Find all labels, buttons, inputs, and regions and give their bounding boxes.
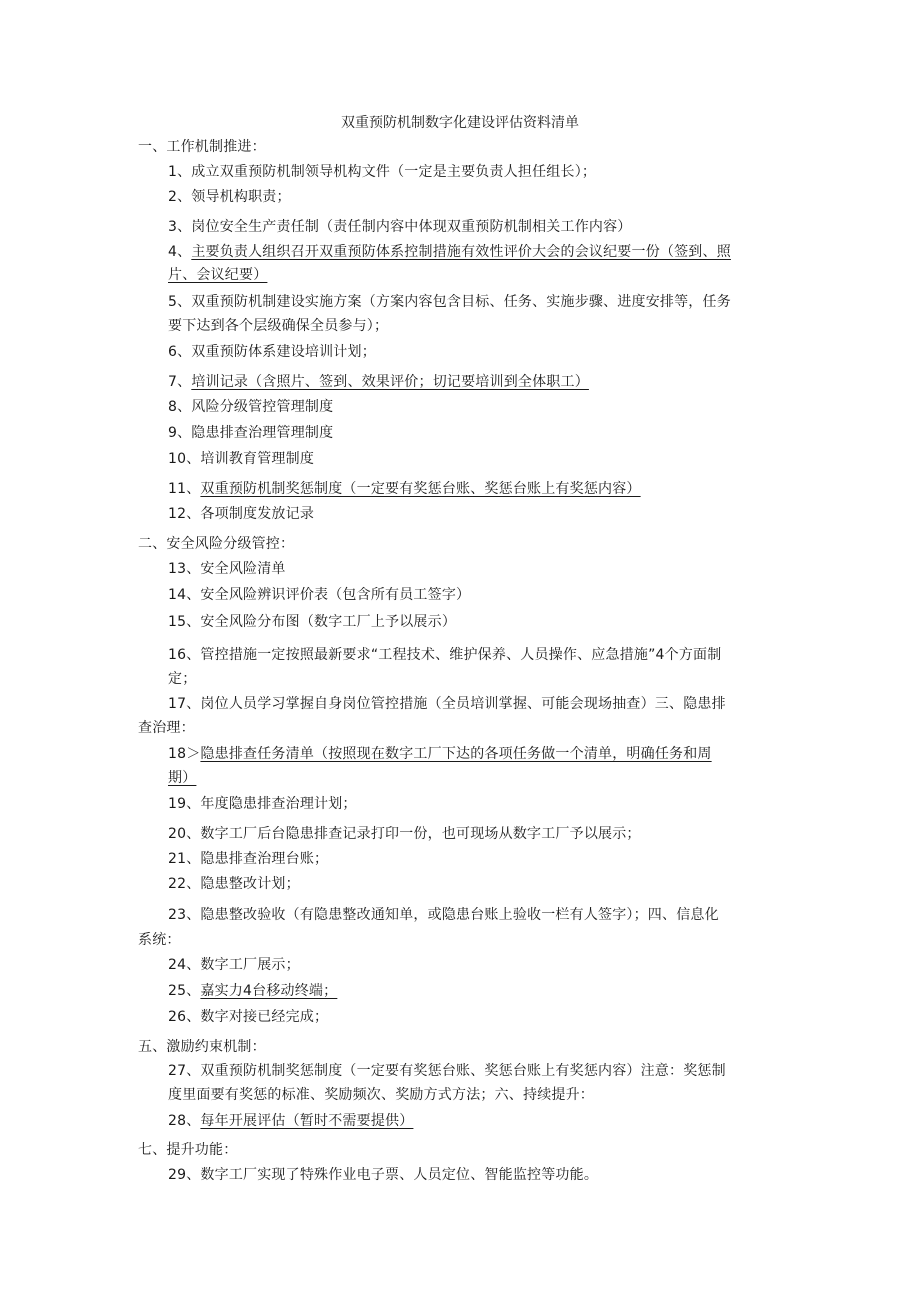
- list-item-25: 25、嘉实力4台移动终端；: [168, 983, 338, 999]
- list-item-2: 2、领导机构职责；: [168, 189, 291, 205]
- section-heading-5: 五、激励约束机制：: [138, 1039, 266, 1055]
- list-item-22: 22、隐患整改计划；: [168, 876, 300, 892]
- list-item-13: 13、安全风险清单: [168, 561, 286, 577]
- list-item-14: 14、安全风险辨识评价表（包含所有员工签字）: [168, 587, 471, 603]
- list-item-21: 21、隐患排查治理台账；: [168, 851, 329, 867]
- list-item-7: 7、培训记录（含照片、签到、效果评价；切记要培训到全体职工）: [168, 374, 589, 390]
- list-item-5-line1: 5、双重预防机制建设实施方案（方案内容包含目标、任务、实施步骤、进度安排等，任务: [168, 294, 731, 310]
- list-item-23-line2: 系统：: [138, 932, 181, 948]
- list-item-17-line1: 17、岗位人员学习掌握自身岗位管控措施（全员培训掌握、可能会现场抽查）三、隐患排: [168, 696, 726, 712]
- list-item-9: 9、隐患排查治理管理制度: [168, 425, 334, 441]
- list-item-18-line1: 18＞隐患排查任务清单（按照现在数字工厂下达的各项任务做一个清单，明确任务和周: [168, 746, 712, 762]
- list-item-19: 19、年度隐患排查治理计划；: [168, 796, 357, 812]
- list-item-18-line2: 期）: [168, 770, 197, 786]
- list-item-16-line2: 定；: [168, 671, 197, 687]
- list-item-29: 29、数字工厂实现了特殊作业电子票、人员定位、智能监控等功能。: [168, 1167, 599, 1183]
- list-item-11: 11、双重预防机制奖惩制度（一定要有奖惩台账、奖惩台账上有奖惩内容）: [168, 481, 641, 497]
- list-item-26: 26、数字对接已经完成；: [168, 1009, 329, 1025]
- list-item-16-line1: 16、管控措施一定按照最新要求“工程技术、维护保养、人员操作、应急措施”4个方面制: [168, 647, 722, 663]
- section-heading-7: 七、提升功能：: [138, 1142, 238, 1158]
- list-item-1: 1、成立双重预防机制领导机构文件（一定是主要负责人担任组长）；: [168, 164, 597, 180]
- list-item-10: 10、培训教育管理制度: [168, 451, 315, 467]
- list-item-15: 15、安全风险分布图（数字工厂上予以展示）: [168, 614, 457, 630]
- list-item-4-number: 4、: [168, 244, 192, 260]
- list-item-8: 8、风险分级管控管理制度: [168, 399, 334, 415]
- list-item-4-text: 主要负责人组织召开双重预防体系控制措施有效性评价大会的会议纪要一份（签到、照: [191, 244, 731, 260]
- list-item-23-line1: 23、隐患整改验收（有隐患整改通知单，或隐患台账上验收一栏有人签字）；四、信息化: [168, 907, 719, 923]
- list-item-27-line1: 27、双重预防机制奖惩制度（一定要有奖惩台账、奖惩台账上有奖惩内容）注意：奖惩制: [168, 1063, 726, 1079]
- list-item-12: 12、各项制度发放记录: [168, 506, 315, 522]
- document-title: 双重预防机制数字化建设评估资料清单: [341, 115, 579, 131]
- list-item-6: 6、双重预防体系建设培训计划；: [168, 344, 376, 360]
- list-item-24: 24、数字工厂展示；: [168, 957, 300, 973]
- list-item-3: 3、岗位安全生产责任制（责任制内容中体现双重预防机制相关工作内容）: [168, 219, 632, 235]
- list-item-20: 20、数字工厂后台隐患排查记录打印一份，也可现场从数字工厂予以展示；: [168, 826, 641, 842]
- list-item-4-line1: [168, 241, 731, 263]
- list-item-17-line2: 查治理：: [138, 720, 195, 736]
- list-item-4-line2: 片、会议纪要）: [168, 267, 268, 283]
- section-heading-2: 二、安全风险分级管控：: [138, 536, 295, 552]
- section-heading-1: 一、工作机制推进：: [138, 139, 266, 155]
- list-item-27-line2: 度里面要有奖惩的标准、奖励频次、奖励方式方法；六、持续提升：: [168, 1087, 594, 1103]
- list-item-28: 28、每年开展评估（暂时不需要提供）: [168, 1113, 414, 1129]
- list-item-5-line2: 要下达到各个层级确保全员参与）；: [168, 318, 389, 334]
